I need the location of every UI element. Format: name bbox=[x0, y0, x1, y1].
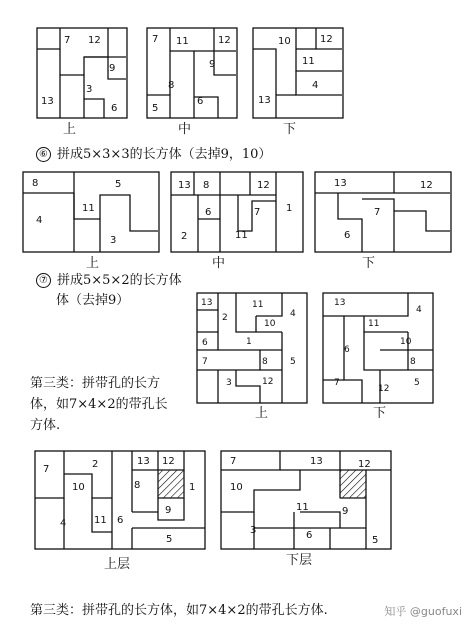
footer-text: 第三类：拼带孔的长方体，如7×4×2的带孔长方体. bbox=[30, 603, 328, 618]
fig-label: 11 bbox=[252, 300, 264, 310]
figure-r1-top bbox=[36, 27, 128, 119]
fig-label: 11 bbox=[82, 203, 95, 214]
fig-label: 5 bbox=[372, 535, 379, 546]
figure-caption: 上 bbox=[63, 122, 77, 137]
fig-label: 13 bbox=[258, 95, 271, 106]
figure-r2-mid bbox=[170, 171, 304, 253]
fig-label: 8 bbox=[134, 480, 141, 491]
figure-r1-mid bbox=[146, 27, 238, 119]
section-7-heading-cont: 体（去掉9） bbox=[56, 293, 130, 308]
fig-label: 3 bbox=[86, 84, 93, 95]
figure-caption: 上层 bbox=[104, 557, 131, 572]
fig-label: 5 bbox=[115, 179, 122, 190]
fig-label: 6 bbox=[197, 96, 204, 107]
fig-label: 12 bbox=[358, 459, 371, 470]
fig-label: 11 bbox=[296, 502, 309, 513]
figure-r2-bot bbox=[314, 171, 452, 253]
figure-caption: 下 bbox=[362, 256, 376, 271]
fig-label: 13 bbox=[201, 298, 213, 308]
fig-label: 11 bbox=[302, 56, 315, 67]
fig-label: 13 bbox=[41, 96, 54, 107]
fig-label: 10 bbox=[264, 319, 276, 329]
fig-label: 1 bbox=[286, 203, 293, 214]
fig-label: 10 bbox=[230, 482, 243, 493]
fig-label: 7 bbox=[334, 378, 340, 388]
fig-label: 4 bbox=[60, 518, 67, 529]
fig-label: 4 bbox=[290, 309, 296, 319]
fig-label: 8 bbox=[203, 180, 210, 191]
fig-label: 12 bbox=[88, 35, 101, 46]
fig-label: 3 bbox=[110, 235, 117, 246]
section-7-heading bbox=[36, 272, 182, 290]
figure-caption: 中 bbox=[212, 256, 226, 271]
figure-caption: 上 bbox=[255, 406, 269, 421]
fig-label: 10 bbox=[278, 36, 291, 47]
fig-label: 5 bbox=[166, 534, 173, 545]
fig-label: 2 bbox=[92, 459, 99, 470]
fig-label: 11 bbox=[94, 515, 107, 526]
fig-label: 11 bbox=[368, 319, 380, 329]
fig-label: 12 bbox=[420, 180, 433, 191]
figure-caption: 下 bbox=[283, 122, 297, 137]
section-text: 拼成5×3×3的长方体（去掉9，10） bbox=[57, 147, 272, 162]
fig-label: 9 bbox=[209, 59, 216, 70]
fig-label: 6 bbox=[117, 515, 124, 526]
fig-label: 1 bbox=[189, 482, 196, 493]
fig-label: 3 bbox=[250, 525, 257, 536]
fig-label: 13 bbox=[178, 180, 191, 191]
fig-label: 9 bbox=[165, 505, 172, 516]
fig-label: 13 bbox=[310, 456, 323, 467]
figure-r1-bot bbox=[252, 27, 344, 119]
fig-label: 12 bbox=[162, 456, 175, 467]
section-6-heading bbox=[36, 146, 271, 164]
fig-label: 6 bbox=[306, 530, 313, 541]
fig-label: 5 bbox=[414, 378, 420, 388]
fig-label: 12 bbox=[257, 180, 270, 191]
figure-caption: 下层 bbox=[286, 553, 313, 568]
fig-label: 10 bbox=[400, 337, 412, 347]
figure-r3-top bbox=[196, 292, 308, 404]
fig-label: 10 bbox=[72, 482, 85, 493]
third-category-line: 方体. bbox=[30, 418, 61, 433]
fig-label: 11 bbox=[176, 36, 189, 47]
fig-label: 1 bbox=[246, 337, 252, 347]
fig-label: 6 bbox=[344, 345, 350, 355]
fig-label: 12 bbox=[320, 34, 333, 45]
fig-label: 8 bbox=[32, 178, 39, 189]
fig-label: 2 bbox=[222, 313, 228, 323]
section-number: ⑥ bbox=[36, 147, 51, 162]
section-number: ⑦ bbox=[36, 273, 51, 288]
fig-label: 8 bbox=[410, 357, 416, 367]
fig-label: 12 bbox=[262, 377, 274, 387]
figure-r3-bot bbox=[322, 292, 434, 404]
fig-label: 11 bbox=[235, 230, 248, 241]
fig-label: 12 bbox=[218, 35, 231, 46]
fig-label: 7 bbox=[64, 35, 71, 46]
fig-label: 7 bbox=[43, 464, 50, 475]
fig-label: 13 bbox=[137, 456, 150, 467]
fig-label: 8 bbox=[262, 357, 268, 367]
fig-label: 8 bbox=[168, 80, 175, 91]
fig-label: 13 bbox=[334, 178, 347, 189]
figure-caption: 下 bbox=[373, 406, 387, 421]
third-category-line: 第三类：拼带孔的长方 bbox=[30, 376, 161, 391]
fig-label: 7 bbox=[230, 456, 237, 467]
fig-label: 6 bbox=[205, 207, 212, 218]
fig-label: 7 bbox=[374, 207, 381, 218]
figure-r4-bot bbox=[220, 450, 392, 550]
fig-label: 6 bbox=[202, 338, 208, 348]
fig-label: 12 bbox=[378, 384, 390, 394]
fig-label: 3 bbox=[226, 378, 232, 388]
fig-label: 6 bbox=[111, 103, 118, 114]
figure-caption: 上 bbox=[86, 256, 100, 271]
fig-label: 7 bbox=[152, 34, 159, 45]
section-text: 拼成5×5×2的长方体 bbox=[57, 273, 182, 288]
fig-label: 13 bbox=[334, 298, 346, 308]
fig-label: 7 bbox=[202, 357, 208, 367]
fig-label: 2 bbox=[181, 231, 188, 242]
fig-label: 5 bbox=[290, 357, 296, 367]
figure-r2-top bbox=[22, 171, 160, 253]
fig-label: 4 bbox=[416, 305, 422, 315]
fig-label: 4 bbox=[312, 80, 319, 91]
fig-label: 9 bbox=[342, 506, 349, 517]
figure-r4-top bbox=[34, 450, 206, 550]
third-category-line: 体，如7×4×2的带孔长 bbox=[30, 397, 168, 412]
fig-label: 7 bbox=[254, 207, 261, 218]
fig-label: 6 bbox=[344, 230, 351, 241]
fig-label: 5 bbox=[152, 103, 159, 114]
fig-label: 9 bbox=[109, 63, 116, 74]
figure-caption: 中 bbox=[178, 122, 192, 137]
watermark: 知乎 @guofuxi bbox=[384, 605, 462, 618]
fig-label: 4 bbox=[36, 215, 43, 226]
